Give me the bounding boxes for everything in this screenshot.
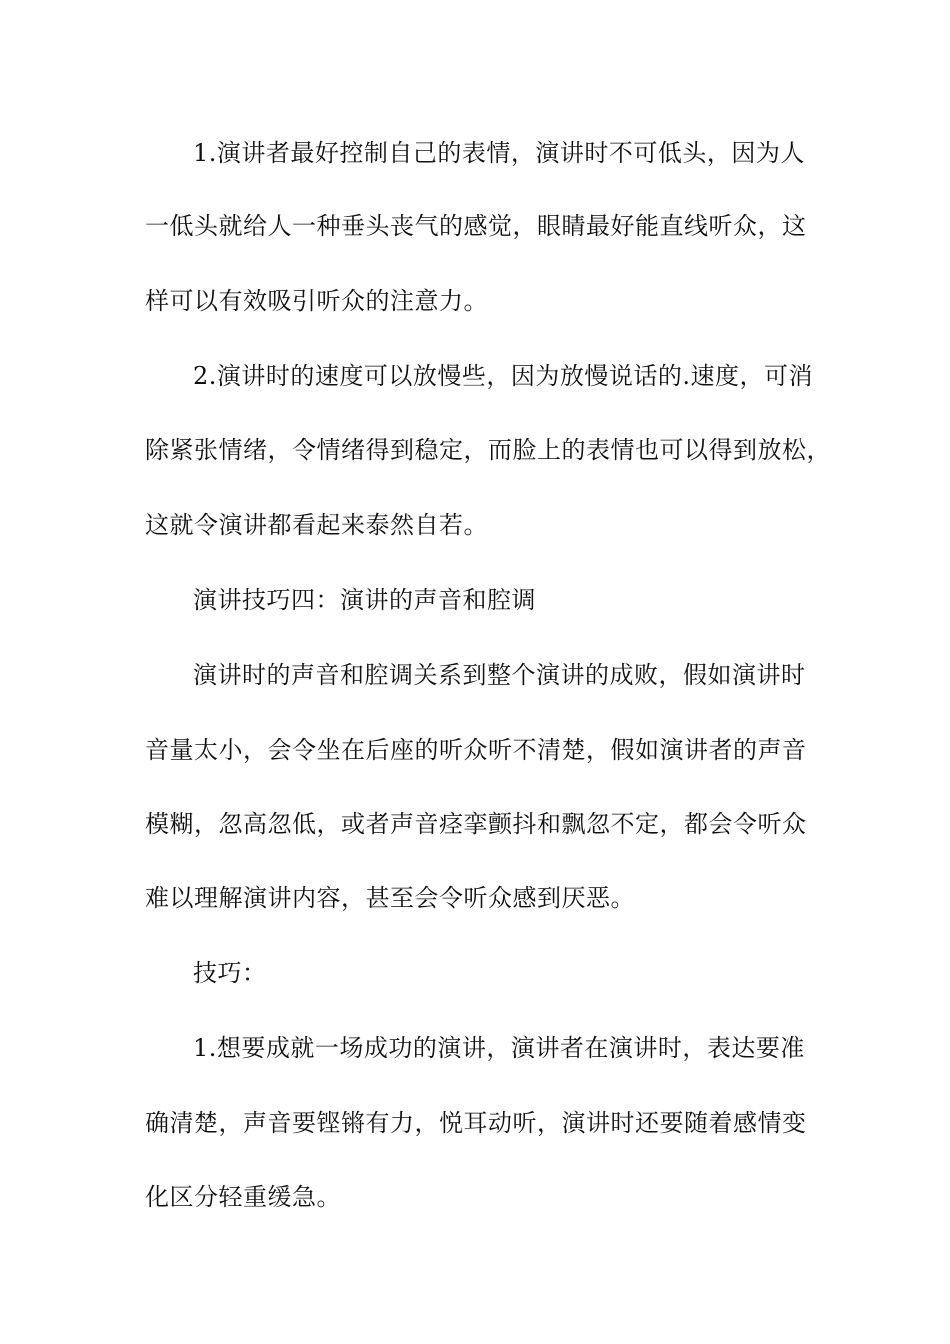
text-line: 化区分轻重缓急。 — [145, 1183, 341, 1211]
text-line: 1.想要成就一场成功的演讲，演讲者在演讲时，表达要准 — [193, 1034, 805, 1062]
text-line: 确清楚，声音要铿锵有力，悦耳动听，演讲时还要随着感情变 — [145, 1109, 807, 1137]
text-line: 模糊，忽高忽低，或者声音痉挛颤抖和飘忽不定，都会令听众 — [145, 810, 807, 838]
text-line: 难以理解演讲内容，甚至会令听众感到厌恶。 — [145, 884, 635, 912]
text-line: 除紧张情绪，令情绪得到稳定，而脸上的表情也可以得到放松， — [145, 436, 831, 464]
text-line: 演讲时的声音和腔调关系到整个演讲的成败，假如演讲时 — [193, 661, 806, 689]
text-line: 2.演讲时的速度可以放慢些，因为放慢说话的.速度，可消 — [193, 362, 814, 390]
text-line: 音量太小，会令坐在后座的听众听不清楚，假如演讲者的声音 — [145, 736, 807, 764]
subheading: 技巧： — [193, 959, 267, 987]
text-line: 这就令演讲都看起来泰然自若。 — [145, 511, 488, 539]
section-heading: 演讲技巧四：演讲的声音和腔调 — [193, 586, 536, 614]
text-line: 1.演讲者最好控制自己的表情，演讲时不可低头，因为人 — [193, 139, 805, 167]
text-line: 一低头就给人一种垂头丧气的感觉，眼睛最好能直线听众，这 — [145, 212, 807, 240]
text-line: 样可以有效吸引听众的注意力。 — [145, 287, 488, 315]
